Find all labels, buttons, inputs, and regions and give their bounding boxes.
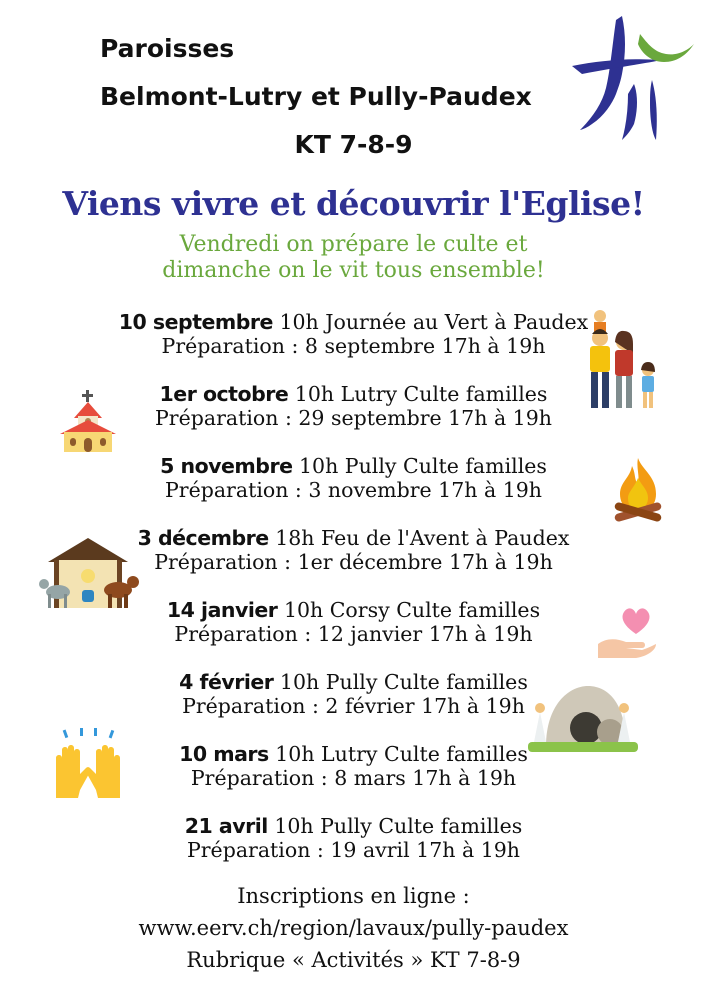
nativity-icon	[36, 534, 140, 610]
empty-tomb-icon	[528, 676, 638, 752]
event-preparation: Préparation : 8 septembre 17h à 19h	[161, 334, 546, 358]
event-detail: 18h Feu de l'Avent à Paudex	[268, 526, 570, 550]
church-icon	[60, 390, 116, 452]
event-preparation: Préparation : 3 novembre 17h à 19h	[164, 478, 543, 502]
event-date: 1er octobre	[159, 382, 289, 406]
event-detail: 10h Lutry Culte familles	[288, 382, 548, 406]
event-date: 14 janvier	[166, 598, 278, 622]
event-preparation: Préparation : 1er décembre 17h à 19h	[154, 550, 553, 574]
event-date: 21 avril	[184, 814, 268, 838]
event-detail: 10h Pully Culte familles	[292, 454, 547, 478]
event-item	[0, 814, 707, 862]
cross-logo-icon	[572, 14, 697, 142]
event-preparation: Préparation : 29 septembre 17h à 19h	[155, 406, 552, 430]
event-detail: 10h Corsy Culte familles	[277, 598, 541, 622]
registration-url[interactable]: www.eerv.ch/region/lavaux/pully-paudex	[138, 916, 569, 940]
slogan-title: Viens vivre et découvrir l'Eglise!	[62, 184, 645, 223]
event-preparation: Préparation : 8 mars 17h à 19h	[190, 766, 517, 790]
event-date: 10 mars	[179, 742, 269, 766]
event-preparation: Préparation : 19 avril 17h à 19h	[186, 838, 521, 862]
parish-label: Paroisses	[100, 34, 235, 63]
subtitle-line-1: Vendredi on prépare le culte et	[179, 232, 528, 257]
event-detail: 10h Journée au Vert à Paudex	[272, 310, 589, 334]
family-icon	[580, 304, 662, 412]
event-date: 3 décembre	[137, 526, 269, 550]
event-date: 4 février	[179, 670, 274, 694]
heart-hand-icon	[596, 604, 658, 660]
section-reference: Rubrique « Activités » KT 7-8-9	[186, 948, 521, 972]
campfire-icon	[612, 456, 664, 526]
event-preparation: Préparation : 12 janvier 17h à 19h	[174, 622, 533, 646]
subtitle-line-2: dimanche on le vit tous ensemble!	[162, 258, 545, 283]
registration-label: Inscriptions en ligne :	[237, 884, 470, 908]
event-detail: 10h Pully Culte familles	[273, 670, 528, 694]
event-preparation: Préparation : 2 février 17h à 19h	[182, 694, 525, 718]
event-detail: 10h Pully Culte familles	[267, 814, 523, 838]
parish-names: Belmont-Lutry et Pully-Paudex	[100, 82, 532, 111]
event-detail: 10h Lutry Culte familles	[268, 742, 528, 766]
event-date: 10 septembre	[118, 310, 273, 334]
raised-hands-icon	[50, 728, 126, 800]
event-item	[0, 454, 707, 502]
event-date: 5 novembre	[160, 454, 293, 478]
program-name: KT 7-8-9	[294, 130, 413, 159]
